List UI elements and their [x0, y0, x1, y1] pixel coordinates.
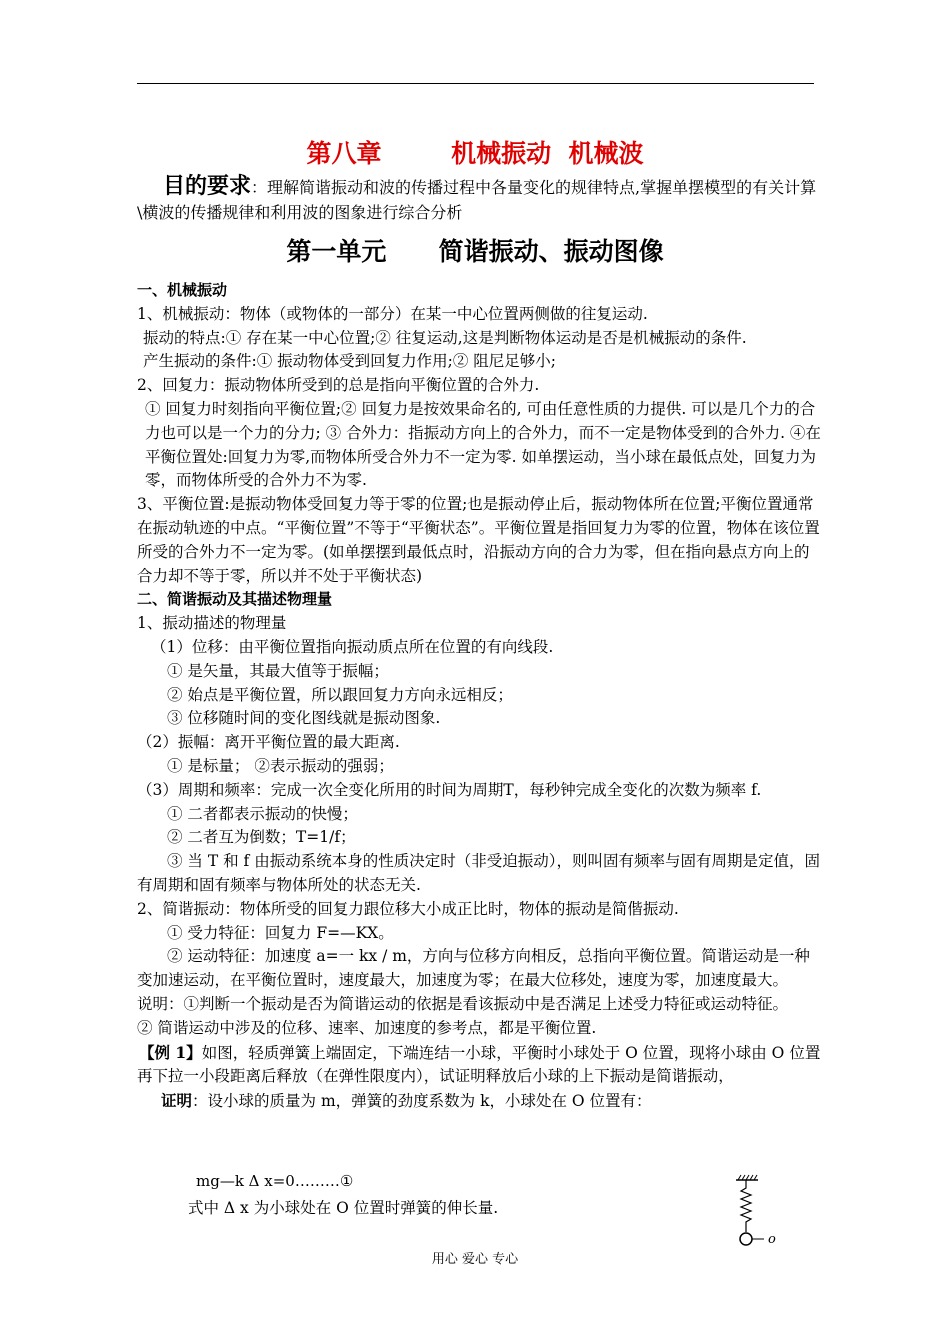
paragraph: （3）周期和频率：完成一次全变化所用的时间为周期T，每秒钟完成全变化的次数为频率 f. — [137, 780, 762, 799]
paragraph: 2、回复力：振动物体所受到的总是指向平衡位置的合外力. — [137, 376, 540, 395]
header-rule — [137, 83, 814, 84]
paragraph: 2、简谐振动：物体所受的回复力跟位移大小成正比时，物体的振动是简偕振动. — [137, 899, 679, 918]
list-item: ① 二者都表示振动的快慢； — [167, 804, 358, 823]
paragraph: 产生振动的条件:① 振动物体受到回复力作用;② 阻尼足够小; — [143, 352, 557, 371]
paragraph: （2）振幅：离开平衡位置的最大距离. — [137, 733, 400, 752]
list-item: ① 受力特征：回复力 F=—KX。 — [167, 923, 394, 942]
unit-title: 第一单元 简谐振动、振动图像 — [286, 237, 664, 266]
document-body — [137, 279, 823, 1114]
list-item: ① 是标量； ②表示振动的强弱； — [167, 756, 394, 775]
example-paragraph — [137, 1041, 823, 1090]
section-heading: 一、机械振动 — [137, 281, 228, 299]
spring-figure — [728, 1170, 788, 1254]
paragraph: 说明：①判断一个振动是否为简谐运动的依据是看该振动中是否满足上述受力特征或运动特征。 — [137, 994, 789, 1013]
paragraph: 振动的特点:① 存在某一中心位置;② 往复运动,这是判断物体运动是否是机械振动的条件. — [143, 328, 747, 347]
figure-label: o — [768, 1232, 776, 1247]
paragraph: ② 简谐运动中涉及的位移、速率、加速度的参考点，都是平衡位置. — [137, 1018, 597, 1037]
page-footer: 用心 爱心 专心 — [431, 1252, 519, 1267]
paragraph: 1、振动描述的物理量 — [137, 614, 287, 633]
proof-text: ：设小球的质量为 m，弹簧的劲度系数为 k，小球处在 O 位置有： — [192, 1092, 652, 1111]
list-item: ③ 位移随时间的变化图线就是振动图象. — [167, 709, 441, 728]
goal-paragraph — [137, 174, 827, 225]
paragraph: （1）位移：由平衡位置指向振动质点所在位置的有向线段. — [151, 637, 554, 656]
list-item: ② 始点是平衡位置，所以跟回复力方向永远相反； — [167, 685, 513, 704]
equation: mg—k Δ x=0………① — [196, 1172, 354, 1190]
proof-line — [137, 1089, 823, 1114]
example-label: 【例 1】 — [139, 1042, 202, 1062]
goal-text: ：理解简谐振动和波的传播过程中各量变化的规律特点,掌握单摆模型的有关计算\横波的传播规律和利用波的图象进行综合分析 — [137, 178, 817, 222]
paragraph: ① 回复力时刻指向平衡位置;② 回复力是按效果命名的, 可由任意性质的力提供. 可以是几个力的合力也可以是一个力的分力; ③ 合外力：指振动方向上的合外力，而不一定是物体受到的合外力. ④在平衡位置处:回复力为零,而物体所受合外力不一定为零. 如单摆运动，当小球在最低点处，回复力为零，而物体所受的合外力不为零. — [145, 399, 821, 490]
paragraph: 3、平衡位置:是振动物体受回复力等于零的位置;也是振动停止后，振动物体所在位置;平衡位置通常在振动轨迹的中点。“平衡位置”不等于“平衡状态”。平衡位置是指回复力为零的位置，物体在该位置所受的合外力不一定为零。(如单摆摆到最低点时，沿振动方向的合力为零，但在指向悬点方向上的合力却不等于零，所以并不处于平衡状态) — [137, 495, 820, 585]
chapter-title: 第八章 机械振动 机械波 — [306, 139, 644, 168]
example-text: 如图，轻质弹簧上端固定，下端连结一小球，平衡时小球处于 O 位置，现将小球由 O 位置再下拉一小段距离后释放（在弹性限度内），试证明释放后小球的上下振动是简谐振动， — [137, 1043, 821, 1086]
equation-note: 式中 Δ x 为小球处在 O 位置时弹簧的伸长量. — [188, 1199, 499, 1217]
proof-label: 证明 — [161, 1091, 193, 1111]
section-heading: 二、简谐振动及其描述物理量 — [137, 590, 333, 609]
paragraph: 1、机械振动：物体（或物体的一部分）在某一中心位置两侧做的往复运动. — [137, 304, 648, 323]
goal-heading: 目的要求 — [163, 174, 252, 199]
list-item: ① 是矢量，其最大值等于振幅； — [167, 661, 389, 680]
list-item: ③ 当 T 和 f 由振动系统本身的性质决定时（非受迫振动），则叫固有频率与固有周期是定值，固有周期和固有频率与物体所处的状态无关. — [137, 852, 820, 894]
list-item: ② 运动特征：加速度 a=一 kx / m，方向与位移方向相反，总指向平衡位置。简谐运动是一种变加速运动，在平衡位置时，速度最大，加速度为零；在最大位移处，速度为零，加速度最大。 — [137, 947, 810, 990]
list-item: ② 二者互为倒数；T=1/f； — [167, 828, 356, 847]
